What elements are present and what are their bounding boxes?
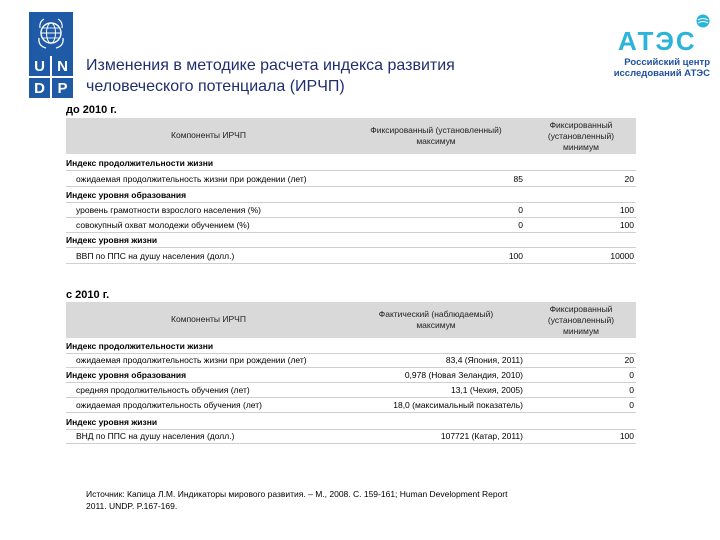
row-min-value: 100	[619, 220, 634, 230]
ates-logo	[604, 14, 716, 84]
undp-letter-u: U	[29, 56, 50, 76]
table1-header-components: Компоненты ИРЧП	[171, 130, 246, 140]
row-max-value: 0	[518, 205, 523, 215]
undp-letters	[29, 56, 73, 98]
section-title-since-2010: с 2010 г.	[66, 289, 110, 301]
table2-header-min-line-1: Фиксированный	[549, 304, 613, 314]
row-label: Индекс уровня образования	[66, 370, 187, 380]
undp-letter-p: P	[52, 78, 73, 98]
row-max-value: 107721 (Катар, 2011)	[440, 431, 523, 441]
row-min-value: 0	[629, 400, 634, 410]
table2-header-max-line-1: Фактический (наблюдаемый)	[378, 309, 494, 319]
ates-subtitle	[604, 57, 716, 79]
row-max-value: 18,0 (максимальный показатель)	[393, 400, 523, 410]
table2-header-min	[526, 304, 636, 337]
table2-header-min-line-3: минимум	[563, 326, 599, 336]
title-line-1: Изменения в методике расчета индекса развития	[86, 57, 455, 74]
table-row	[66, 368, 636, 383]
row-label: уровень грамотности взрослого населения (%)	[76, 205, 261, 215]
ates-subtitle-line-1: Российский центр	[624, 57, 710, 68]
table-row	[66, 383, 636, 398]
row-label: совокупный охват молодежи обучением (%)	[76, 220, 250, 230]
table-row	[66, 429, 636, 444]
row-min-value: 0	[629, 370, 634, 380]
row-min-value: 20	[624, 174, 634, 184]
row-min-value: 0	[629, 385, 634, 395]
row-label: Индекс продолжительности жизни	[66, 158, 214, 168]
table2-header-components: Компоненты ИРЧП	[171, 314, 246, 324]
row-min-value: 100	[619, 431, 634, 441]
table-row	[66, 339, 636, 354]
row-min-value: 10000	[610, 251, 634, 261]
table-row	[66, 249, 636, 264]
page-title	[86, 55, 556, 97]
table1-header-max-line-2: максимум	[416, 136, 456, 146]
table1-header-max-line-1: Фиксированный (установленный)	[370, 125, 502, 135]
table-row	[66, 156, 636, 171]
row-label: Индекс уровня жизни	[66, 417, 158, 427]
row-min-value: 20	[624, 355, 634, 365]
ates-wordmark: АТЭС	[618, 26, 697, 56]
table1-header-min-line-2: (установленный)	[547, 131, 615, 141]
row-max-value: 85	[513, 174, 523, 184]
undp-letter-d: D	[29, 78, 50, 98]
table2-header-max-line-2: максимум	[416, 320, 456, 330]
row-label: Индекс уровня жизни	[66, 235, 158, 245]
row-label: ВНД по ППС на душу населения (долл.)	[76, 431, 235, 441]
un-globe-icon	[34, 16, 68, 50]
table1-header-min-line-1: Фиксированный	[549, 120, 613, 130]
undp-letter-n: N	[52, 56, 73, 76]
undp-logo	[29, 12, 73, 98]
row-label: ВВП по ППС на душу населения (долл.)	[76, 251, 235, 261]
row-max-value: 13,1 (Чехия, 2005)	[450, 385, 523, 395]
section-title-before-2010: до 2010 г.	[66, 104, 117, 116]
table-row	[66, 353, 636, 368]
row-max-value: 83,4 (Япония, 2011)	[445, 355, 523, 365]
source-line-2: 2011. UNDP. P.167-169.	[86, 501, 178, 511]
table2-header-min-line-2: (установленный)	[547, 315, 615, 325]
table-row	[66, 398, 636, 413]
table-row	[66, 188, 636, 203]
row-label: Индекс уровня образования	[66, 190, 187, 200]
table1-header-min-line-3: минимум	[563, 142, 599, 152]
table1-header	[66, 118, 636, 154]
table-row	[66, 203, 636, 218]
row-max-value: 100	[508, 251, 523, 261]
row-max-value: 0	[518, 220, 523, 230]
row-label: Индекс продолжительности жизни	[66, 341, 214, 351]
source-note	[86, 488, 606, 512]
row-min-value: 100	[619, 205, 634, 215]
table1-header-min	[526, 120, 636, 153]
table-row	[66, 415, 636, 430]
table-row	[66, 172, 636, 187]
table-row	[66, 233, 636, 248]
table1-header-max	[351, 125, 521, 147]
table2-header-max	[351, 309, 521, 331]
source-line-1: Источник: Капица Л.М. Индикаторы мирового развития. – М., 2008. С. 159-161; Human Development Report	[86, 489, 508, 499]
ates-subtitle-line-2: исследований АТЭС	[613, 68, 710, 79]
table2-header	[66, 302, 636, 338]
row-label: ожидаемая продолжительность обучения (лет)	[76, 400, 262, 410]
title-line-2: человеческого потенциала (ИРЧП)	[86, 78, 345, 95]
table-row	[66, 218, 636, 233]
globe-dot-icon	[696, 14, 710, 28]
row-label: ожидаемая продолжительность жизни при рождении (лет)	[76, 174, 307, 184]
row-label: ожидаемая продолжительность жизни при рождении (лет)	[76, 355, 307, 365]
row-max-value: 0,978 (Новая Зеландия, 2010)	[404, 370, 523, 380]
row-label: средняя продолжительность обучения (лет)	[76, 385, 250, 395]
